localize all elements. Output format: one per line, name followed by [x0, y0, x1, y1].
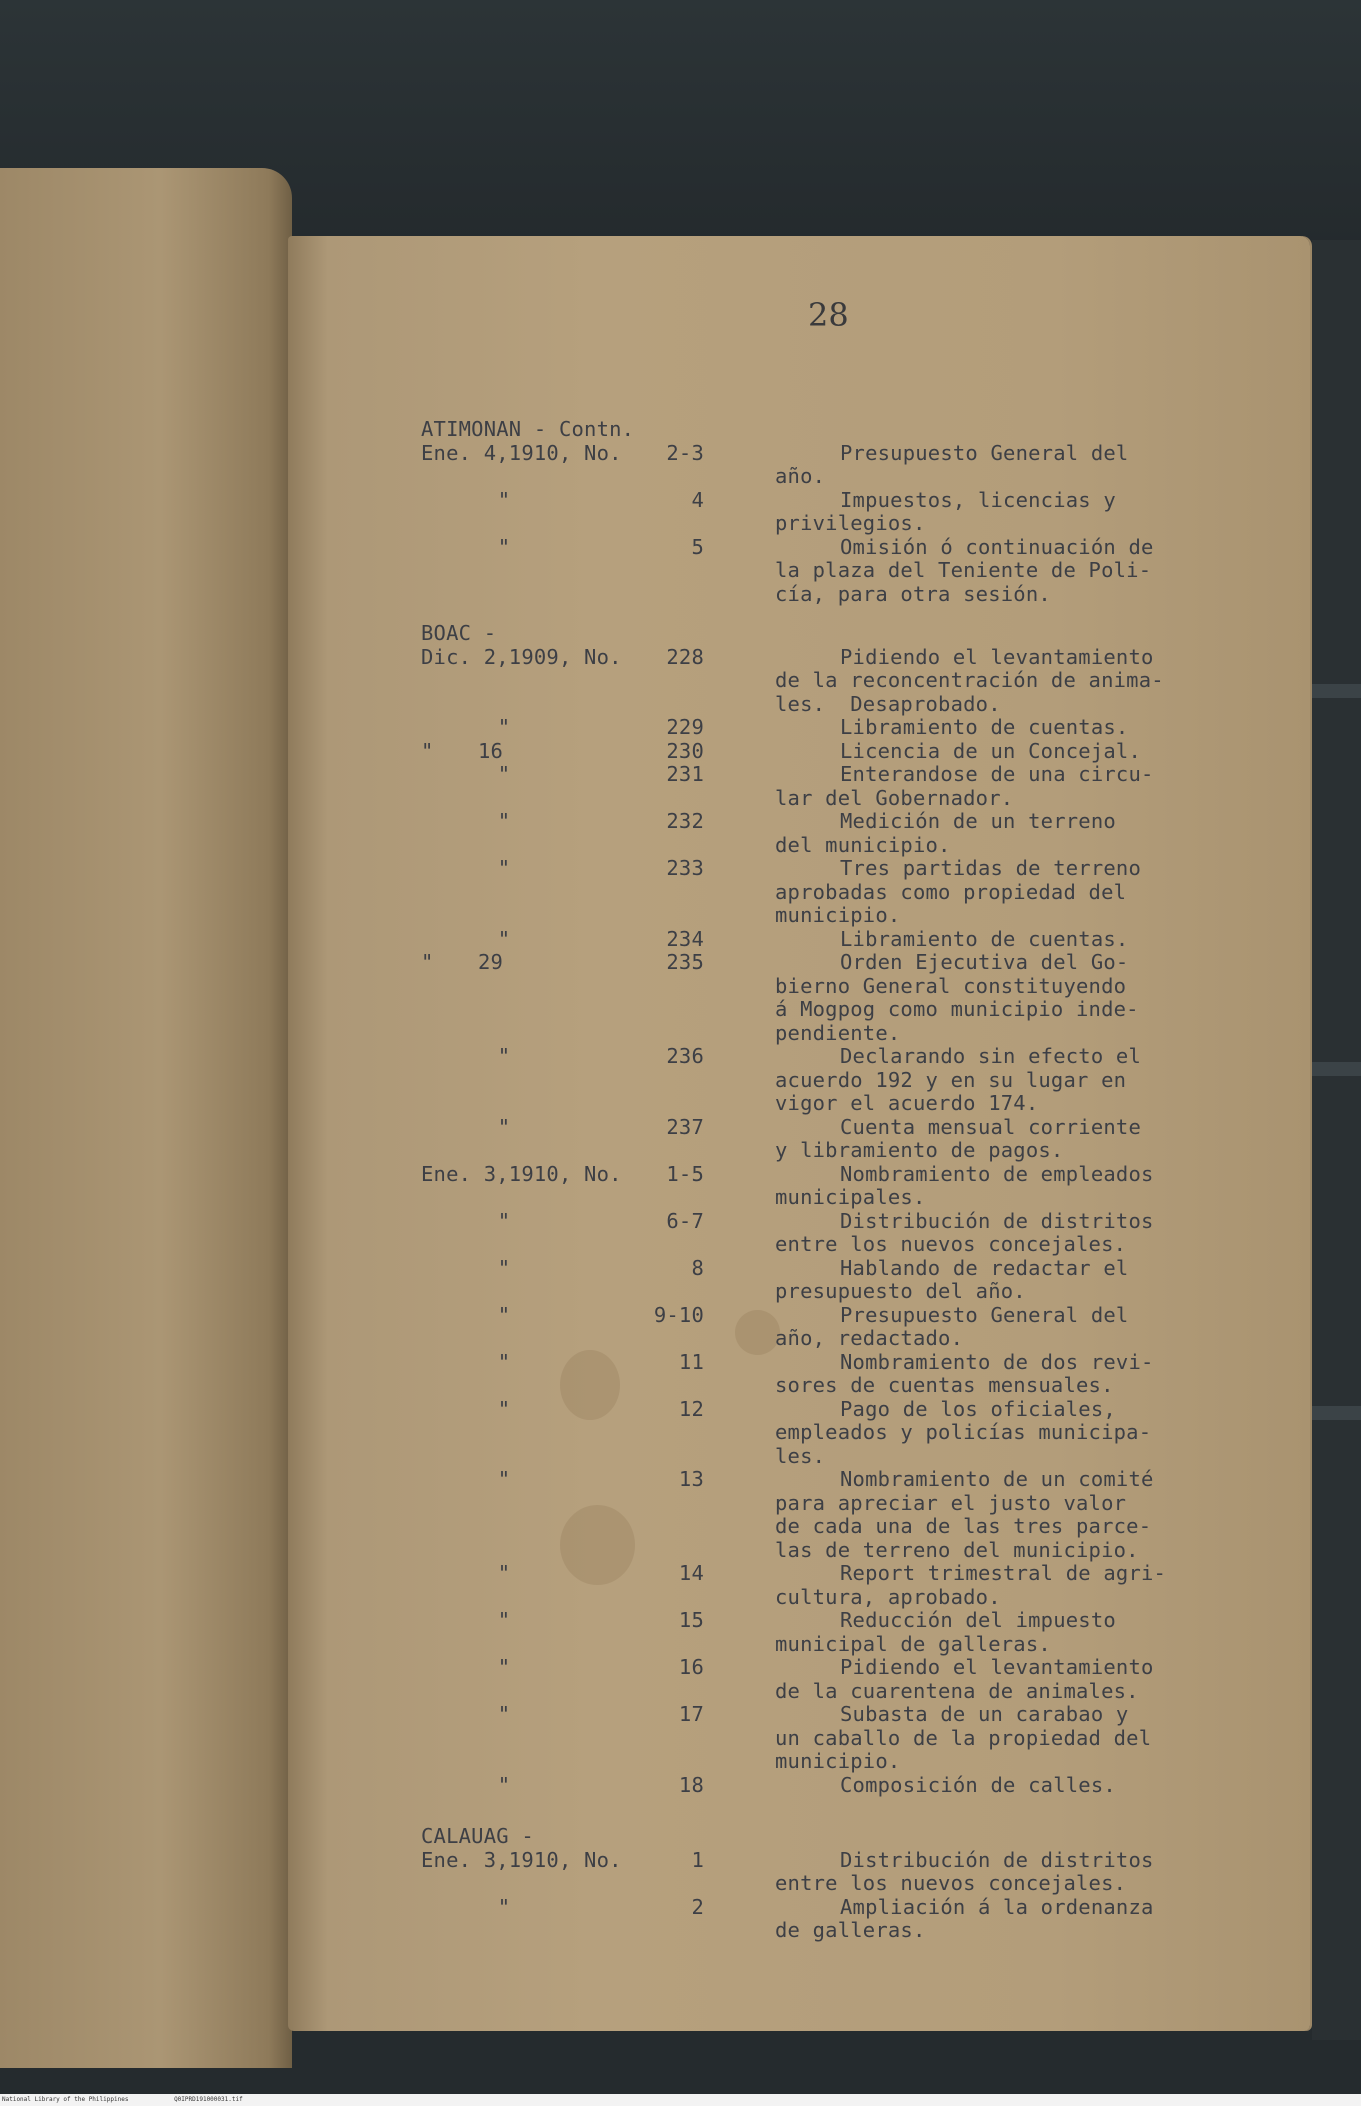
entry-description-cont: empleados y policías municipa-	[775, 1420, 1152, 1444]
entry-number: 1	[691, 1847, 704, 1872]
entry-number: 229	[666, 715, 704, 739]
entry-description: Presupuesto General del	[840, 1302, 1129, 1327]
entry-description: Nombramiento de un comité	[840, 1467, 1154, 1491]
entry-description-cont: de la cuarentena de animales.	[775, 1678, 1139, 1703]
ditto-mark: "	[497, 856, 511, 880]
entry-description: Libramiento de cuentas.	[840, 926, 1129, 951]
entry-number: 14	[678, 1561, 704, 1585]
entry-description: Nombramiento de dos revi-	[840, 1349, 1154, 1374]
entry-description-cont: y libramiento de pagos.	[775, 1138, 1064, 1162]
entry-description: Medición de un terreno	[840, 809, 1116, 833]
entry-description-cont: municipales.	[775, 1185, 926, 1209]
entry-description-cont: bierno General constituyendo	[775, 973, 1127, 998]
entry-number: 17	[678, 1702, 704, 1726]
entry-description-cont: la plaza del Teniente de Poli-	[775, 558, 1152, 582]
ditto-mark: "	[497, 1044, 511, 1068]
entry-description-cont: de la reconcentración de anima-	[775, 668, 1164, 692]
entry-number: 2-3	[666, 440, 704, 465]
entry-description-cont: de cada una de las tres parce-	[775, 1514, 1152, 1538]
entry-description-cont: á Mogpog como municipio inde-	[775, 997, 1139, 1021]
binder-tab	[1312, 1406, 1361, 1420]
entry-description: Distribución de distritos	[840, 1208, 1154, 1233]
entry-number: 9-10	[653, 1302, 704, 1327]
entry-description-cont: año, redactado.	[775, 1326, 964, 1350]
ditto-mark: "	[497, 534, 511, 559]
entry-description-cont: les.	[775, 1443, 826, 1468]
entry-description: Licencia de un Concejal.	[840, 738, 1142, 763]
ditto-mark: "	[497, 1302, 511, 1327]
ditto-mark: "	[497, 1655, 511, 1679]
entry-number: 1-5	[666, 1161, 704, 1186]
section-heading: ATIMONAN - Contn.	[421, 417, 635, 441]
entry-day: 16	[478, 738, 504, 763]
entry-day: 29	[478, 950, 504, 974]
ditto-mark: "	[421, 738, 434, 763]
entry-description: Pidiendo el levantamiento	[840, 644, 1154, 669]
entry-number: 228	[666, 644, 704, 669]
entry-description-cont: entre los nuevos concejales.	[775, 1871, 1127, 1895]
entry-number: 11	[678, 1349, 704, 1374]
ditto-mark: "	[497, 1772, 511, 1797]
footer-band	[0, 2094, 1361, 2106]
binder-tab	[1312, 1062, 1361, 1076]
entry-description: Tres partidas de terreno	[840, 856, 1142, 880]
binder-tab	[1312, 684, 1361, 698]
ditto-mark: "	[497, 1349, 511, 1374]
ditto-mark: "	[497, 926, 511, 951]
footer-right: Q0IPRD191000031.tif	[174, 2096, 243, 2103]
entry-description: Pidiendo el levantamiento	[840, 1655, 1154, 1679]
entry-description: Ampliación á la ordenanza	[840, 1894, 1154, 1919]
entry-description-cont: cultura, aprobado.	[775, 1584, 1001, 1609]
entry-description-cont: de galleras.	[775, 1918, 926, 1942]
ditto-mark: "	[497, 809, 511, 833]
ditto-mark: "	[497, 487, 511, 512]
section-heading: CALAUAG -	[421, 1824, 534, 1848]
entry-description: Libramiento de cuentas.	[840, 715, 1129, 739]
entry-description-cont: lar del Gobernador.	[775, 785, 1014, 810]
entry-description-cont: las de terreno del municipio.	[775, 1537, 1139, 1562]
entry-description: Declarando sin efecto el	[840, 1044, 1142, 1068]
entry-description-cont: del municipio.	[775, 832, 951, 857]
ditto-mark: "	[497, 1208, 511, 1233]
footer-left: National Library of the Philippines	[2, 2096, 129, 2103]
stain	[735, 1310, 780, 1355]
ditto-mark: "	[497, 1255, 511, 1280]
entry-description-cont: entre los nuevos concejales.	[775, 1232, 1127, 1256]
entry-description-cont: privilegios.	[775, 511, 926, 535]
entry-description-cont: un caballo de la propiedad del	[775, 1725, 1152, 1750]
entry-date: Dic. 2,1909, No.	[421, 644, 622, 669]
entry-number: 4	[691, 487, 704, 512]
ditto-mark: "	[497, 1396, 511, 1421]
entry-number: 235	[666, 950, 704, 974]
entry-date: Ene. 3,1910, No.	[421, 1847, 622, 1872]
ditto-mark: "	[497, 1561, 511, 1585]
entry-number: 233	[666, 856, 704, 880]
entry-number: 6-7	[666, 1208, 704, 1233]
entry-description: Omisión ó continuación de	[840, 534, 1154, 559]
ditto-mark: "	[497, 1608, 511, 1632]
entry-number: 234	[666, 926, 704, 951]
entry-number: 16	[678, 1655, 704, 1679]
entry-description: Impuestos, licencias y	[840, 487, 1116, 512]
entry-description: Hablando de redactar el	[840, 1255, 1129, 1280]
section-heading: BOAC -	[421, 621, 497, 645]
entry-number: 5	[691, 534, 704, 559]
ditto-mark: "	[497, 1702, 511, 1726]
entry-description: Pago de los oficiales,	[840, 1396, 1116, 1421]
entry-number: 232	[666, 809, 704, 833]
entry-description: Enterandose de una circu-	[840, 762, 1154, 786]
entry-description: Presupuesto General del	[840, 440, 1129, 465]
entry-number: 15	[678, 1608, 704, 1632]
entry-description-cont: presupuesto del año.	[775, 1279, 1026, 1303]
entry-description: Orden Ejecutiva del Go-	[840, 950, 1129, 974]
entry-number: 237	[666, 1114, 704, 1139]
entry-description: Nombramiento de empleados	[840, 1161, 1154, 1186]
entry-description-cont: para apreciar el justo valor	[775, 1490, 1127, 1515]
entry-description: Distribución de distritos	[840, 1847, 1154, 1872]
entry-number: 236	[666, 1044, 704, 1068]
binder-edge	[1312, 240, 1361, 2040]
entry-number: 18	[678, 1772, 704, 1797]
ditto-mark: "	[497, 1114, 511, 1139]
entry-description: Report trimestral de agri-	[840, 1561, 1167, 1585]
ditto-mark: "	[497, 1894, 511, 1919]
entry-number: 8	[691, 1255, 704, 1280]
page-number: 28	[808, 296, 849, 334]
entry-description: Cuenta mensual corriente	[840, 1114, 1142, 1139]
entry-description: Reducción del impuesto	[840, 1608, 1116, 1632]
entry-description-cont: vigor el acuerdo 174.	[775, 1091, 1039, 1115]
entry-description: Composición de calles.	[840, 1772, 1116, 1797]
ditto-mark: "	[497, 1467, 511, 1491]
entry-description-cont: pendiente.	[775, 1020, 901, 1045]
entry-description-cont: aprobadas como propiedad del	[775, 879, 1127, 904]
entry-date: Ene. 4,1910, No.	[421, 440, 622, 465]
entry-number: 230	[666, 738, 704, 763]
entry-description-cont: les. Desaprobado.	[775, 691, 1001, 716]
ditto-mark: "	[421, 950, 434, 974]
entry-description-cont: acuerdo 192 y en su lugar en	[775, 1067, 1127, 1092]
entry-description-cont: municipio.	[775, 903, 901, 927]
ditto-mark: "	[497, 715, 511, 739]
entry-description-cont: año.	[775, 464, 826, 488]
entry-date: Ene. 3,1910, No.	[421, 1161, 622, 1186]
left-page	[0, 168, 292, 2068]
entry-description-cont: cía, para otra sesión.	[775, 581, 1051, 606]
entry-number: 231	[666, 762, 704, 786]
entry-number: 2	[691, 1894, 704, 1919]
entry-description-cont: municipal de galleras.	[775, 1631, 1051, 1656]
entry-description: Subasta de un carabao y	[840, 1702, 1129, 1726]
entry-description-cont: municipio.	[775, 1749, 901, 1773]
ditto-mark: "	[497, 762, 511, 786]
entry-description-cont: sores de cuentas mensuales.	[775, 1373, 1114, 1397]
entry-number: 12	[678, 1396, 704, 1421]
entry-number: 13	[678, 1467, 704, 1491]
